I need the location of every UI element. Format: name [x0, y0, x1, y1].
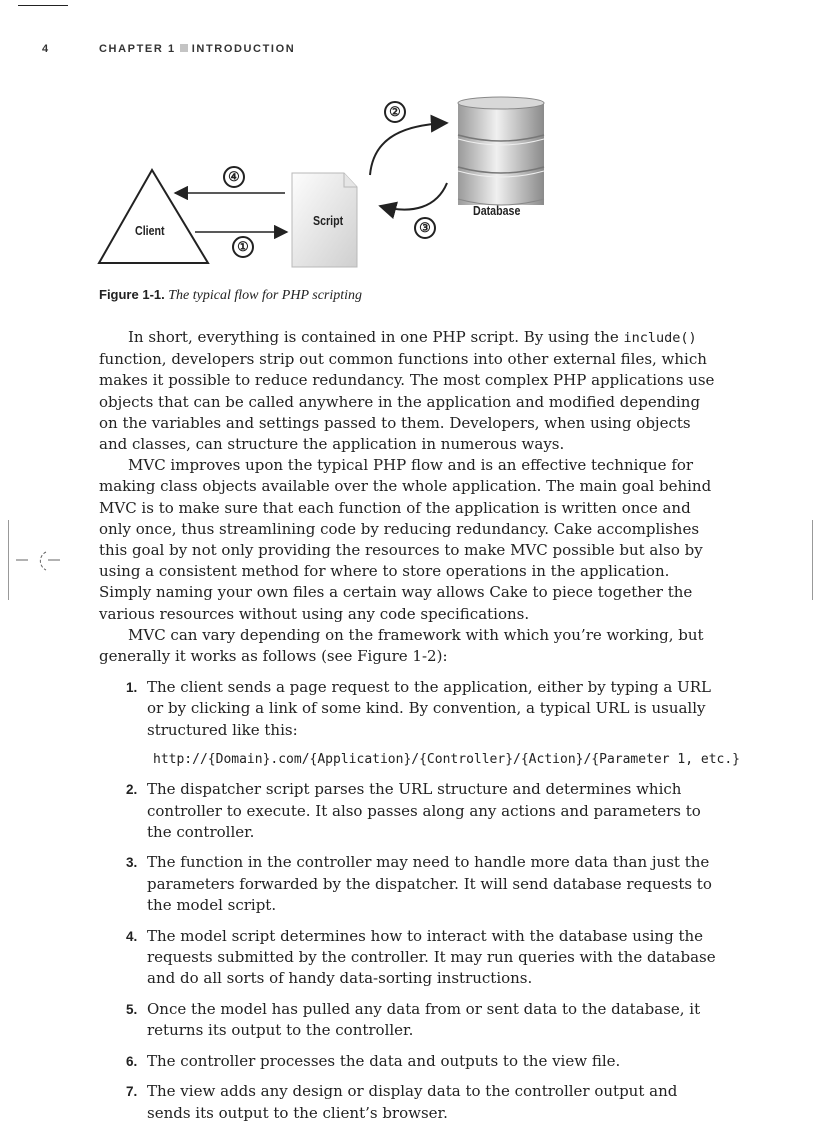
list-number: 6.: [126, 1053, 138, 1069]
list-number: 4.: [126, 928, 138, 944]
step-2-badge: ②: [384, 101, 406, 123]
list-item: [99, 852, 719, 916]
flow-diagram: [95, 95, 555, 275]
list-text: Once the model has pulled any data from or sent data to the database, it returns its output to the controller.: [147, 999, 701, 1039]
list-text: The dispatcher script parses the URL structure and determines which controller to execute. It also passes along any actions and parameters to the controller.: [147, 780, 701, 841]
list-number: 3.: [126, 855, 138, 871]
database-label: Database: [473, 203, 521, 218]
mvc-steps-list: [99, 677, 740, 1123]
database-cylinder-icon: [458, 97, 544, 205]
list-number: 5.: [126, 1001, 138, 1017]
arrow-database-to-script: [380, 183, 447, 210]
paragraph-text: In short, everything is contained in one PHP script. By using the: [128, 328, 624, 346]
list-item: [99, 999, 719, 1041]
page-number: 4: [42, 43, 49, 55]
page-edge-left: [8, 520, 9, 600]
step-1-badge: ①: [232, 236, 254, 258]
list-number: 7.: [126, 1084, 138, 1100]
figure-php-flow: [95, 95, 555, 275]
list-item: [99, 1081, 719, 1123]
client-label: Client: [135, 223, 165, 238]
figure-number: Figure 1-1.: [99, 287, 165, 302]
arrow-script-to-database: [370, 123, 447, 175]
running-header: [99, 43, 295, 55]
chapter-label: CHAPTER 1: [99, 43, 176, 55]
list-item: [99, 677, 740, 770]
list-text: The controller processes the data and outputs to the view file.: [147, 1051, 621, 1070]
paragraph: MVC can vary depending on the framework with which you’re working, but generally it works as follows (see Figure 1-2):: [99, 625, 704, 666]
list-text: The view adds any design or display data to the controller output and sends its output to the client’s browser.: [147, 1082, 678, 1122]
list-number: 1.: [126, 680, 138, 696]
top-rule: [18, 5, 68, 6]
step-4-badge: ④: [223, 166, 245, 188]
list-text: The function in the controller may need to handle more data than just the parameters forwarded by the dispatcher. It will send database requests to the model script.: [147, 853, 712, 914]
paragraph: MVC improves upon the typical PHP flow and is an effective technique for making class objects available over the whole application. The main goal behind MVC is to make sure that each function of the application is written once and only once, thus streamlining code by reducing redundancy. Cake accomplishes this goal by not only providing the resources to make MVC possible but also by using a consistent method for where to store operations in the application. Simply naming your own files a certain way allows Cake to piece together the various resources without using any code specifications.: [99, 456, 712, 623]
step-3-badge: ③: [414, 217, 436, 239]
list-number: 2.: [126, 782, 138, 798]
list-item: [99, 926, 719, 990]
list-text: The model script determines how to interact with the database using the requests submitted by the controller. It may run queries with the database and do all sorts of handy data-sorting instructions.: [147, 926, 716, 987]
url-code-sample: http://{Domain}.com/{Application}/{Controller}/{Action}/{Parameter 1, etc.}: [153, 751, 740, 767]
list-item: [99, 779, 719, 843]
client-triangle-icon: [99, 170, 208, 263]
figure-title: The typical flow for PHP scripting: [168, 288, 363, 303]
paragraph: [99, 327, 719, 455]
crop-mark-icon: [16, 548, 62, 578]
body-text: [99, 327, 740, 1133]
list-item: [99, 1051, 719, 1072]
list-text: The client sends a page request to the application, either by typing a URL or by clicking a link of some kind. By convention, a typical URL is usually structured like this:: [147, 678, 711, 739]
script-label: Script: [313, 213, 344, 228]
inline-code: include(): [623, 330, 697, 346]
figure-caption: [99, 287, 362, 304]
square-bullet-icon: [180, 44, 188, 52]
paragraph-text: function, developers strip out common functions into other external files, which makes it possible to reduce redundancy. The most complex PHP applications use objects that can be called anywhere in the application and modified depending on the variables and settings passed to them. Developers, when using objects and classes, can structure the application in numerous ways.: [99, 350, 715, 454]
chapter-title: INTRODUCTION: [191, 43, 296, 55]
page-edge-right: [812, 520, 813, 600]
